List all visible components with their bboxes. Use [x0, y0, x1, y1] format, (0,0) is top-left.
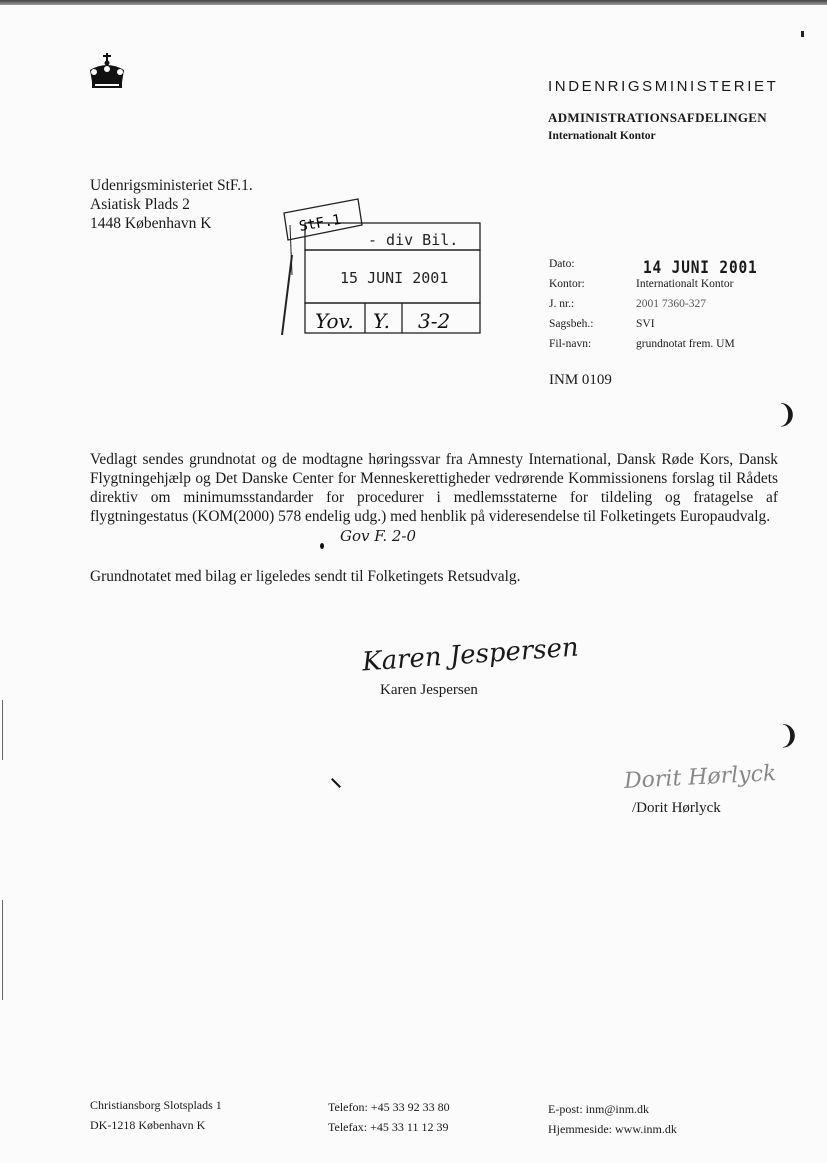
footer-website: Hjemmeside: www.inm.dk: [548, 1122, 677, 1136]
ink-dot: [320, 543, 324, 549]
date-label: Dato:: [549, 258, 575, 270]
official-signature: Dorit Hørlyck: [623, 761, 777, 794]
recipient-address: [90, 176, 253, 233]
footer-telefax: Telefax: +45 33 11 12 39: [328, 1120, 449, 1134]
stamp-corner-text: StF.1: [297, 211, 343, 235]
recipient-line: Asiatisk Plads 2: [90, 196, 190, 213]
official-name: /Dorit Hørlyck: [632, 800, 721, 816]
department-name: ADMINISTRATIONSAFDELINGEN: [548, 110, 767, 125]
footer-phone: [328, 1097, 450, 1137]
footer-address-line: DK-1218 København K: [90, 1118, 206, 1132]
scan-margin-line: [2, 900, 3, 1000]
footer-address: [90, 1095, 222, 1135]
stamp-ref-handwritten: Y.: [373, 309, 390, 333]
handwritten-note: Gov F. 2-0: [340, 527, 417, 545]
body-paragraph: Vedlagt sendes grundnotat og de modtagne høringssvar fra Amnesty International, Dansk Røde Kors, Dansk Flygtningehjælp og Det Danske Center for Menneskerettigheder vedrørende Kommissionens forslag til Rådets direktiv om minimumsstandarder for procedurer i medlemsstaterne for tildeling og fratagelse af flygtningestatus (KOM(2000) 578 endelig udg.) med henblik på videresendelse til Folketingets Europaudvalg.: [90, 451, 778, 525]
royal-crown-icon: [84, 52, 130, 92]
stamp-ref-handwritten: 3-2: [418, 309, 451, 333]
filename-label: Fil-navn:: [549, 338, 592, 350]
stamp-date: 15 JUNI 2001: [340, 269, 449, 287]
pen-stroke: [331, 778, 341, 788]
journal-label: J. nr.:: [549, 298, 575, 310]
office-name: Internationalt Kontor: [548, 130, 656, 142]
office-value: Internationalt Kontor: [636, 278, 734, 290]
office-label: Kontor:: [549, 278, 585, 290]
ministry-name: INDENRIGSMINISTERIET: [548, 78, 779, 95]
punch-hole-mark: ❩: [776, 400, 798, 430]
body-paragraph: Grundnotatet med bilag er ligeledes sendt til Folketingets Retsudvalg.: [90, 568, 521, 585]
recipient-line: 1448 København K: [90, 215, 212, 232]
footer-address-line: Christiansborg Slotsplads 1: [90, 1098, 222, 1112]
punch-hole-mark: ❩: [778, 721, 800, 751]
scan-speck: [801, 31, 804, 37]
stamp-bil-text: - div Bil.: [368, 231, 459, 249]
stamp-ref-handwritten: Yov.: [315, 309, 354, 333]
case-handler-value: SVI: [636, 318, 655, 330]
footer-contact: [548, 1099, 677, 1139]
recipient-line: Udenrigsministeriet StF.1.: [90, 177, 253, 194]
received-stamp: [270, 185, 490, 340]
footer-telephone: Telefon: +45 33 92 33 80: [328, 1100, 450, 1114]
reference-number: INM 0109: [549, 372, 612, 388]
filename-value: grundnotat frem. UM: [636, 338, 735, 350]
footer-email: E-post: inm@inm.dk: [548, 1102, 650, 1116]
case-handler-label: Sagsbeh.:: [549, 318, 594, 330]
minister-name: Karen Jespersen: [380, 682, 478, 698]
minister-signature: Karen Jespersen: [361, 632, 580, 678]
scan-top-edge: [0, 0, 827, 5]
journal-value: 2001 7360-327: [636, 298, 706, 310]
scan-margin-line: [2, 700, 3, 760]
date-value: 14 JUNI 2001: [643, 258, 758, 278]
